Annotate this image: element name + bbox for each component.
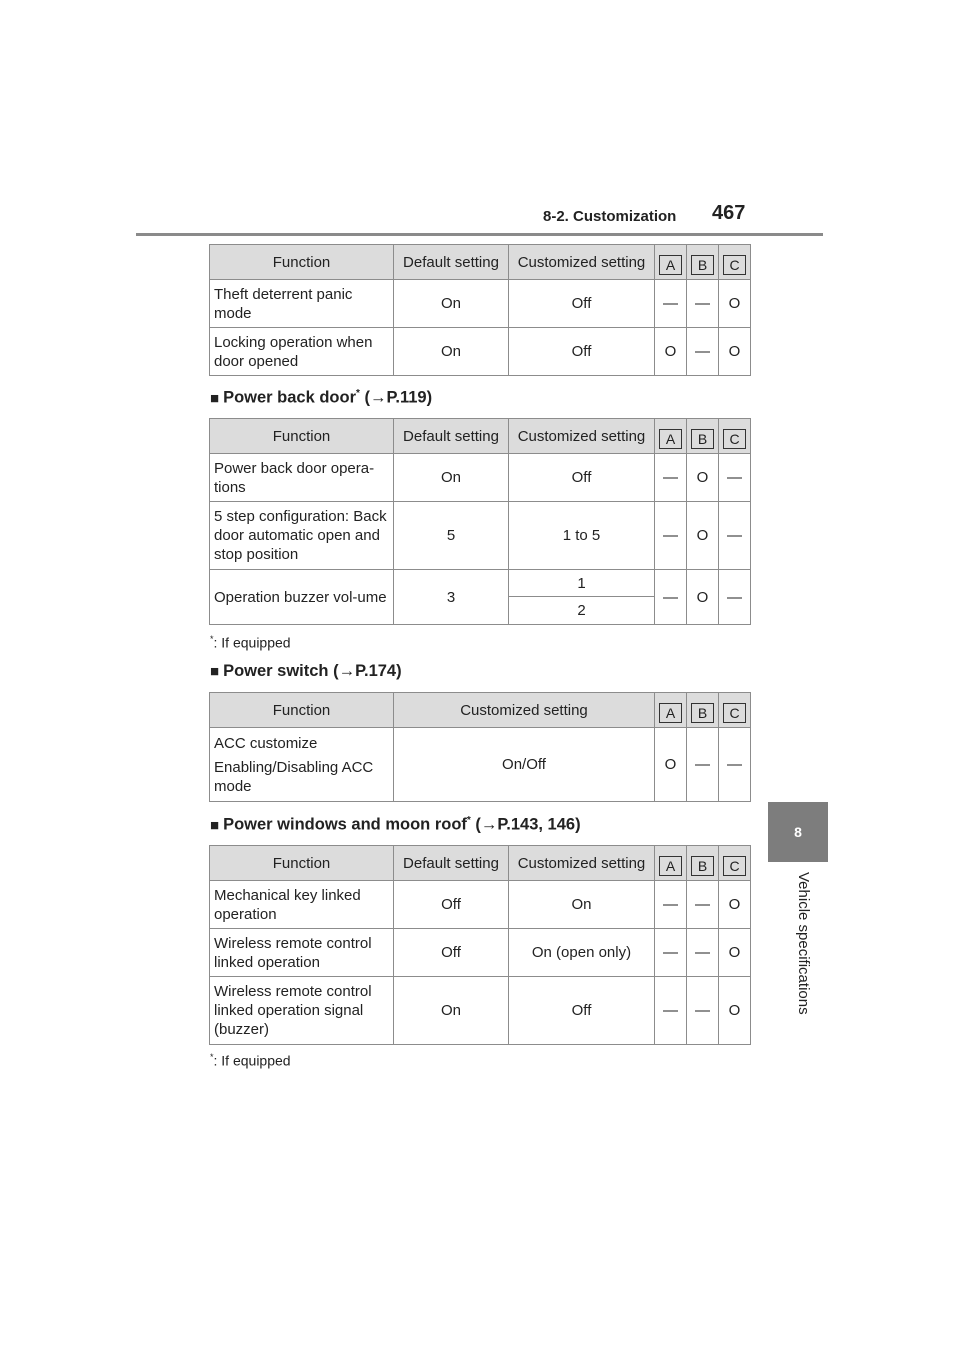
cell-c: O [719,881,751,929]
cell-custom: 1 [509,570,655,597]
col-b: B [687,419,719,454]
table-row [210,881,751,929]
cell-a: O [655,328,687,376]
cell-default: On [394,280,509,328]
cell-function: Wireless remote control linked operation [210,929,394,977]
cell-custom: On/Off [394,728,655,802]
col-function: Function [210,693,394,728]
cell-function: Mechanical key linked operation [210,881,394,929]
col-a: A [655,245,687,280]
table-row [210,328,751,376]
cell-custom: Off [509,977,655,1045]
header-rule [136,233,823,236]
col-function: Function [210,846,394,881]
col-a: A [655,846,687,881]
col-b: B [687,846,719,881]
col-function: Function [210,245,394,280]
cell-default: 3 [394,570,509,625]
section-heading-power-switch: ■ Power switch (→P.174) [210,662,402,680]
cell-custom: Off [509,328,655,376]
cell-function: Power back door opera-tions [210,454,394,502]
section-heading-power-windows: ■ Power windows and moon roof* (→P.143, 146) [210,815,581,834]
table-header-row [210,693,751,728]
page-header-title: 8-2. Customization [543,208,677,225]
cell-custom: Off [509,280,655,328]
table-row [210,502,751,570]
cell-default: On [394,977,509,1045]
col-default-setting: Default setting [394,419,509,454]
cell-b: — [687,929,719,977]
table-row [210,280,751,328]
cell-c: — [719,570,751,625]
cell-b: — [687,728,719,802]
page-reference-link[interactable]: (→P.119) [364,388,433,407]
cell-b: O [687,454,719,502]
cell-function: 5 step configuration: Back door automatic open and stop position [210,502,394,570]
cell-default: On [394,328,509,376]
col-customized-setting: Customized setting [509,419,655,454]
col-b: B [687,245,719,280]
cell-c: O [719,280,751,328]
section-bullet-icon: ■ [210,816,220,834]
cell-b: — [687,280,719,328]
cell-a: — [655,881,687,929]
footnote: *: If equipped [210,634,291,651]
cell-c: O [719,328,751,376]
cell-b: O [687,502,719,570]
cell-b: — [687,977,719,1045]
cell-c: — [719,454,751,502]
table-row [210,728,751,802]
cell-function: Wireless remote control linked operation signal (buzzer) [210,977,394,1045]
page-reference-link[interactable]: (→P.143, 146) [475,815,581,834]
cell-function: Operation buzzer vol-ume [210,570,394,625]
cell-c: — [719,502,751,570]
page-reference-link[interactable]: (→P.174) [333,662,402,680]
cell-a: — [655,280,687,328]
footnote: *: If equipped [210,1052,291,1069]
power-switch-table [209,692,751,802]
table-row [210,570,751,597]
cell-default: On [394,454,509,502]
cell-function: Locking operation when door opened [210,328,394,376]
col-default-setting: Default setting [394,245,509,280]
cell-custom: On (open only) [509,929,655,977]
table-row [210,454,751,502]
section-bullet-icon: ■ [210,663,220,680]
cell-custom: 1 to 5 [509,502,655,570]
col-customized-setting: Customized setting [394,693,655,728]
table-header-row [210,245,751,280]
col-c: C [719,846,751,881]
page-number: 467 [712,202,746,224]
col-customized-setting: Customized setting [509,846,655,881]
cell-function: Theft deterrent panic mode [210,280,394,328]
cell-a: — [655,977,687,1045]
col-customized-setting: Customized setting [509,245,655,280]
cell-b: O [687,570,719,625]
cell-custom: On [509,881,655,929]
cell-a: — [655,454,687,502]
cell-custom: Off [509,454,655,502]
power-windows-table [209,845,751,1045]
table-row [210,977,751,1045]
cell-a: — [655,502,687,570]
cell-a: — [655,929,687,977]
cell-function: ACC customize Enabling/Disabling ACC mode [210,728,394,802]
cell-c: O [719,929,751,977]
cell-custom: 2 [509,597,655,625]
col-c: C [719,419,751,454]
cell-default: 5 [394,502,509,570]
col-c: C [719,693,751,728]
cell-default: Off [394,929,509,977]
col-c: C [719,245,751,280]
section-bullet-icon: ■ [210,389,220,407]
section-heading-power-back-door: ■ Power back door* (→P.119) [210,388,433,407]
col-b: B [687,693,719,728]
cell-b: — [687,328,719,376]
col-default-setting: Default setting [394,846,509,881]
power-back-door-table [209,418,751,625]
cell-default: Off [394,881,509,929]
table-row [210,929,751,977]
chapter-title-vertical: Vehicle specifications [795,872,812,1015]
cell-c: — [719,728,751,802]
chapter-tab: 8 [768,802,828,862]
col-a: A [655,419,687,454]
security-settings-table [209,244,751,376]
cell-a: O [655,728,687,802]
table-header-row [210,419,751,454]
table-header-row [210,846,751,881]
col-a: A [655,693,687,728]
cell-a: — [655,570,687,625]
col-function: Function [210,419,394,454]
cell-c: O [719,977,751,1045]
cell-b: — [687,881,719,929]
